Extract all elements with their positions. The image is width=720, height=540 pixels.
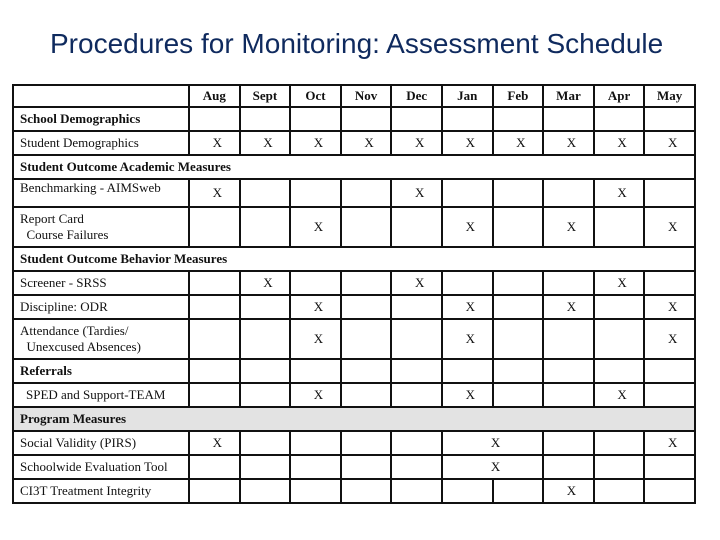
section-label: Student Outcome Behavior Measures (13, 247, 695, 271)
row-label: Schoolwide Evaluation Tool (13, 455, 189, 479)
empty-cell (493, 295, 544, 319)
scheduled-mark: X (644, 319, 695, 359)
empty-cell (341, 179, 392, 207)
scheduled-mark: X (290, 295, 341, 319)
empty-cell (290, 359, 341, 383)
empty-cell (240, 179, 291, 207)
empty-cell (189, 319, 240, 359)
empty-cell (341, 319, 392, 359)
month-header-apr: Apr (594, 85, 645, 107)
empty-cell (644, 455, 695, 479)
section-row (13, 407, 695, 431)
empty-cell (189, 207, 240, 247)
empty-cell (391, 207, 442, 247)
scheduled-mark: X (543, 207, 594, 247)
empty-cell (543, 383, 594, 407)
empty-cell (189, 479, 240, 503)
empty-cell (594, 319, 645, 359)
empty-cell (594, 479, 645, 503)
empty-cell (594, 455, 645, 479)
month-header-dec: Dec (391, 85, 442, 107)
month-header-may: May (644, 85, 695, 107)
scheduled-mark: X (442, 383, 493, 407)
table-row (13, 295, 695, 319)
empty-cell (644, 271, 695, 295)
row-label: Social Validity (PIRS) (13, 431, 189, 455)
page-title: Procedures for Monitoring: Assessment Schedule (50, 28, 664, 59)
empty-cell (493, 319, 544, 359)
scheduled-mark: X (543, 131, 594, 155)
empty-cell (644, 107, 695, 131)
scheduled-mark: X (189, 179, 240, 207)
section-row (13, 247, 695, 271)
empty-cell (341, 431, 392, 455)
empty-cell (442, 479, 493, 503)
empty-cell (644, 359, 695, 383)
scheduled-mark: X (290, 131, 341, 155)
row-label: SPED and Support-TEAM (13, 383, 189, 407)
table-row (13, 179, 695, 207)
month-header-feb: Feb (493, 85, 544, 107)
scheduled-mark: X (290, 207, 341, 247)
header-row (13, 85, 695, 107)
empty-cell (240, 107, 291, 131)
scheduled-mark: X (594, 131, 645, 155)
empty-cell (240, 295, 291, 319)
table-row (13, 271, 695, 295)
empty-cell (442, 359, 493, 383)
empty-cell (341, 271, 392, 295)
scheduled-mark: X (391, 179, 442, 207)
empty-cell (189, 295, 240, 319)
table-row (13, 207, 695, 247)
empty-cell (189, 271, 240, 295)
row-label: Student Demographics (13, 131, 189, 155)
scheduled-mark: X (644, 431, 695, 455)
scheduled-mark: X (189, 131, 240, 155)
row-label: Attendance (Tardies/ Unexcused Absences) (13, 319, 189, 359)
scheduled-mark: X (442, 295, 493, 319)
scheduled-mark: X (594, 383, 645, 407)
section-row (13, 359, 695, 383)
table-row (13, 479, 695, 503)
table-row (13, 383, 695, 407)
empty-cell (594, 359, 645, 383)
empty-cell (493, 383, 544, 407)
empty-cell (594, 107, 645, 131)
empty-cell (290, 271, 341, 295)
empty-cell (442, 107, 493, 131)
scheduled-mark: X (391, 271, 442, 295)
empty-cell (493, 207, 544, 247)
header-blank (13, 85, 189, 107)
scheduled-mark: X (290, 319, 341, 359)
scheduled-mark: X (594, 271, 645, 295)
empty-cell (594, 207, 645, 247)
table-row (13, 455, 695, 479)
empty-cell (594, 295, 645, 319)
table-row (13, 131, 695, 155)
empty-cell (341, 107, 392, 131)
empty-cell (240, 455, 291, 479)
empty-cell (644, 479, 695, 503)
table-row (13, 431, 695, 455)
empty-cell (391, 431, 442, 455)
section-row (13, 107, 695, 131)
month-header-oct: Oct (290, 85, 341, 107)
month-header-mar: Mar (543, 85, 594, 107)
empty-cell (543, 179, 594, 207)
scheduled-mark: X (644, 207, 695, 247)
empty-cell (543, 107, 594, 131)
empty-cell (240, 207, 291, 247)
scheduled-mark: X (341, 131, 392, 155)
scheduled-mark: X (240, 131, 291, 155)
empty-cell (391, 383, 442, 407)
empty-cell (391, 455, 442, 479)
month-header-nov: Nov (341, 85, 392, 107)
empty-cell (189, 359, 240, 383)
row-label: Benchmarking - AIMSweb (13, 179, 189, 207)
section-label: Program Measures (13, 407, 695, 431)
empty-cell (290, 479, 341, 503)
section-label: Student Outcome Academic Measures (13, 155, 695, 179)
scheduled-mark: X (442, 131, 493, 155)
section-row (13, 155, 695, 179)
empty-cell (493, 179, 544, 207)
empty-cell (341, 479, 392, 503)
scheduled-mark: X (391, 131, 442, 155)
table-row (13, 319, 695, 359)
empty-cell (290, 431, 341, 455)
empty-cell (341, 295, 392, 319)
empty-cell (543, 455, 594, 479)
empty-cell (442, 179, 493, 207)
empty-cell (391, 479, 442, 503)
empty-cell (240, 383, 291, 407)
scheduled-mark: X (442, 207, 493, 247)
section-label: Referrals (13, 359, 189, 383)
empty-cell (644, 383, 695, 407)
scheduled-mark: X (594, 179, 645, 207)
empty-cell (290, 107, 341, 131)
empty-cell (391, 319, 442, 359)
scheduled-mark: X (543, 479, 594, 503)
empty-cell (189, 107, 240, 131)
scheduled-mark: X (644, 295, 695, 319)
empty-cell (341, 207, 392, 247)
empty-cell (240, 479, 291, 503)
scheduled-mark: X (290, 383, 341, 407)
scheduled-mark: X (442, 455, 543, 479)
empty-cell (189, 455, 240, 479)
empty-cell (493, 479, 544, 503)
empty-cell (189, 383, 240, 407)
month-header-jan: Jan (442, 85, 493, 107)
empty-cell (391, 295, 442, 319)
empty-cell (341, 383, 392, 407)
scheduled-mark: X (240, 271, 291, 295)
scheduled-mark: X (442, 319, 493, 359)
empty-cell (543, 431, 594, 455)
empty-cell (240, 431, 291, 455)
empty-cell (341, 359, 392, 383)
row-label: Screener - SRSS (13, 271, 189, 295)
scheduled-mark: X (189, 431, 240, 455)
empty-cell (644, 179, 695, 207)
empty-cell (442, 271, 493, 295)
empty-cell (240, 359, 291, 383)
empty-cell (594, 431, 645, 455)
empty-cell (290, 455, 341, 479)
scheduled-mark: X (493, 131, 544, 155)
empty-cell (391, 107, 442, 131)
empty-cell (543, 359, 594, 383)
scheduled-mark: X (543, 295, 594, 319)
empty-cell (391, 359, 442, 383)
empty-cell (240, 319, 291, 359)
empty-cell (493, 107, 544, 131)
section-label: School Demographics (13, 107, 189, 131)
month-header-sept: Sept (240, 85, 291, 107)
empty-cell (543, 271, 594, 295)
month-header-aug: Aug (189, 85, 240, 107)
empty-cell (493, 271, 544, 295)
empty-cell (493, 359, 544, 383)
empty-cell (341, 455, 392, 479)
row-label: CI3T Treatment Integrity (13, 479, 189, 503)
empty-cell (290, 179, 341, 207)
scheduled-mark: X (644, 131, 695, 155)
row-label: Discipline: ODR (13, 295, 189, 319)
empty-cell (543, 319, 594, 359)
row-label: Report Card Course Failures (13, 207, 189, 247)
scheduled-mark: X (442, 431, 543, 455)
assessment-schedule-table (12, 84, 696, 504)
